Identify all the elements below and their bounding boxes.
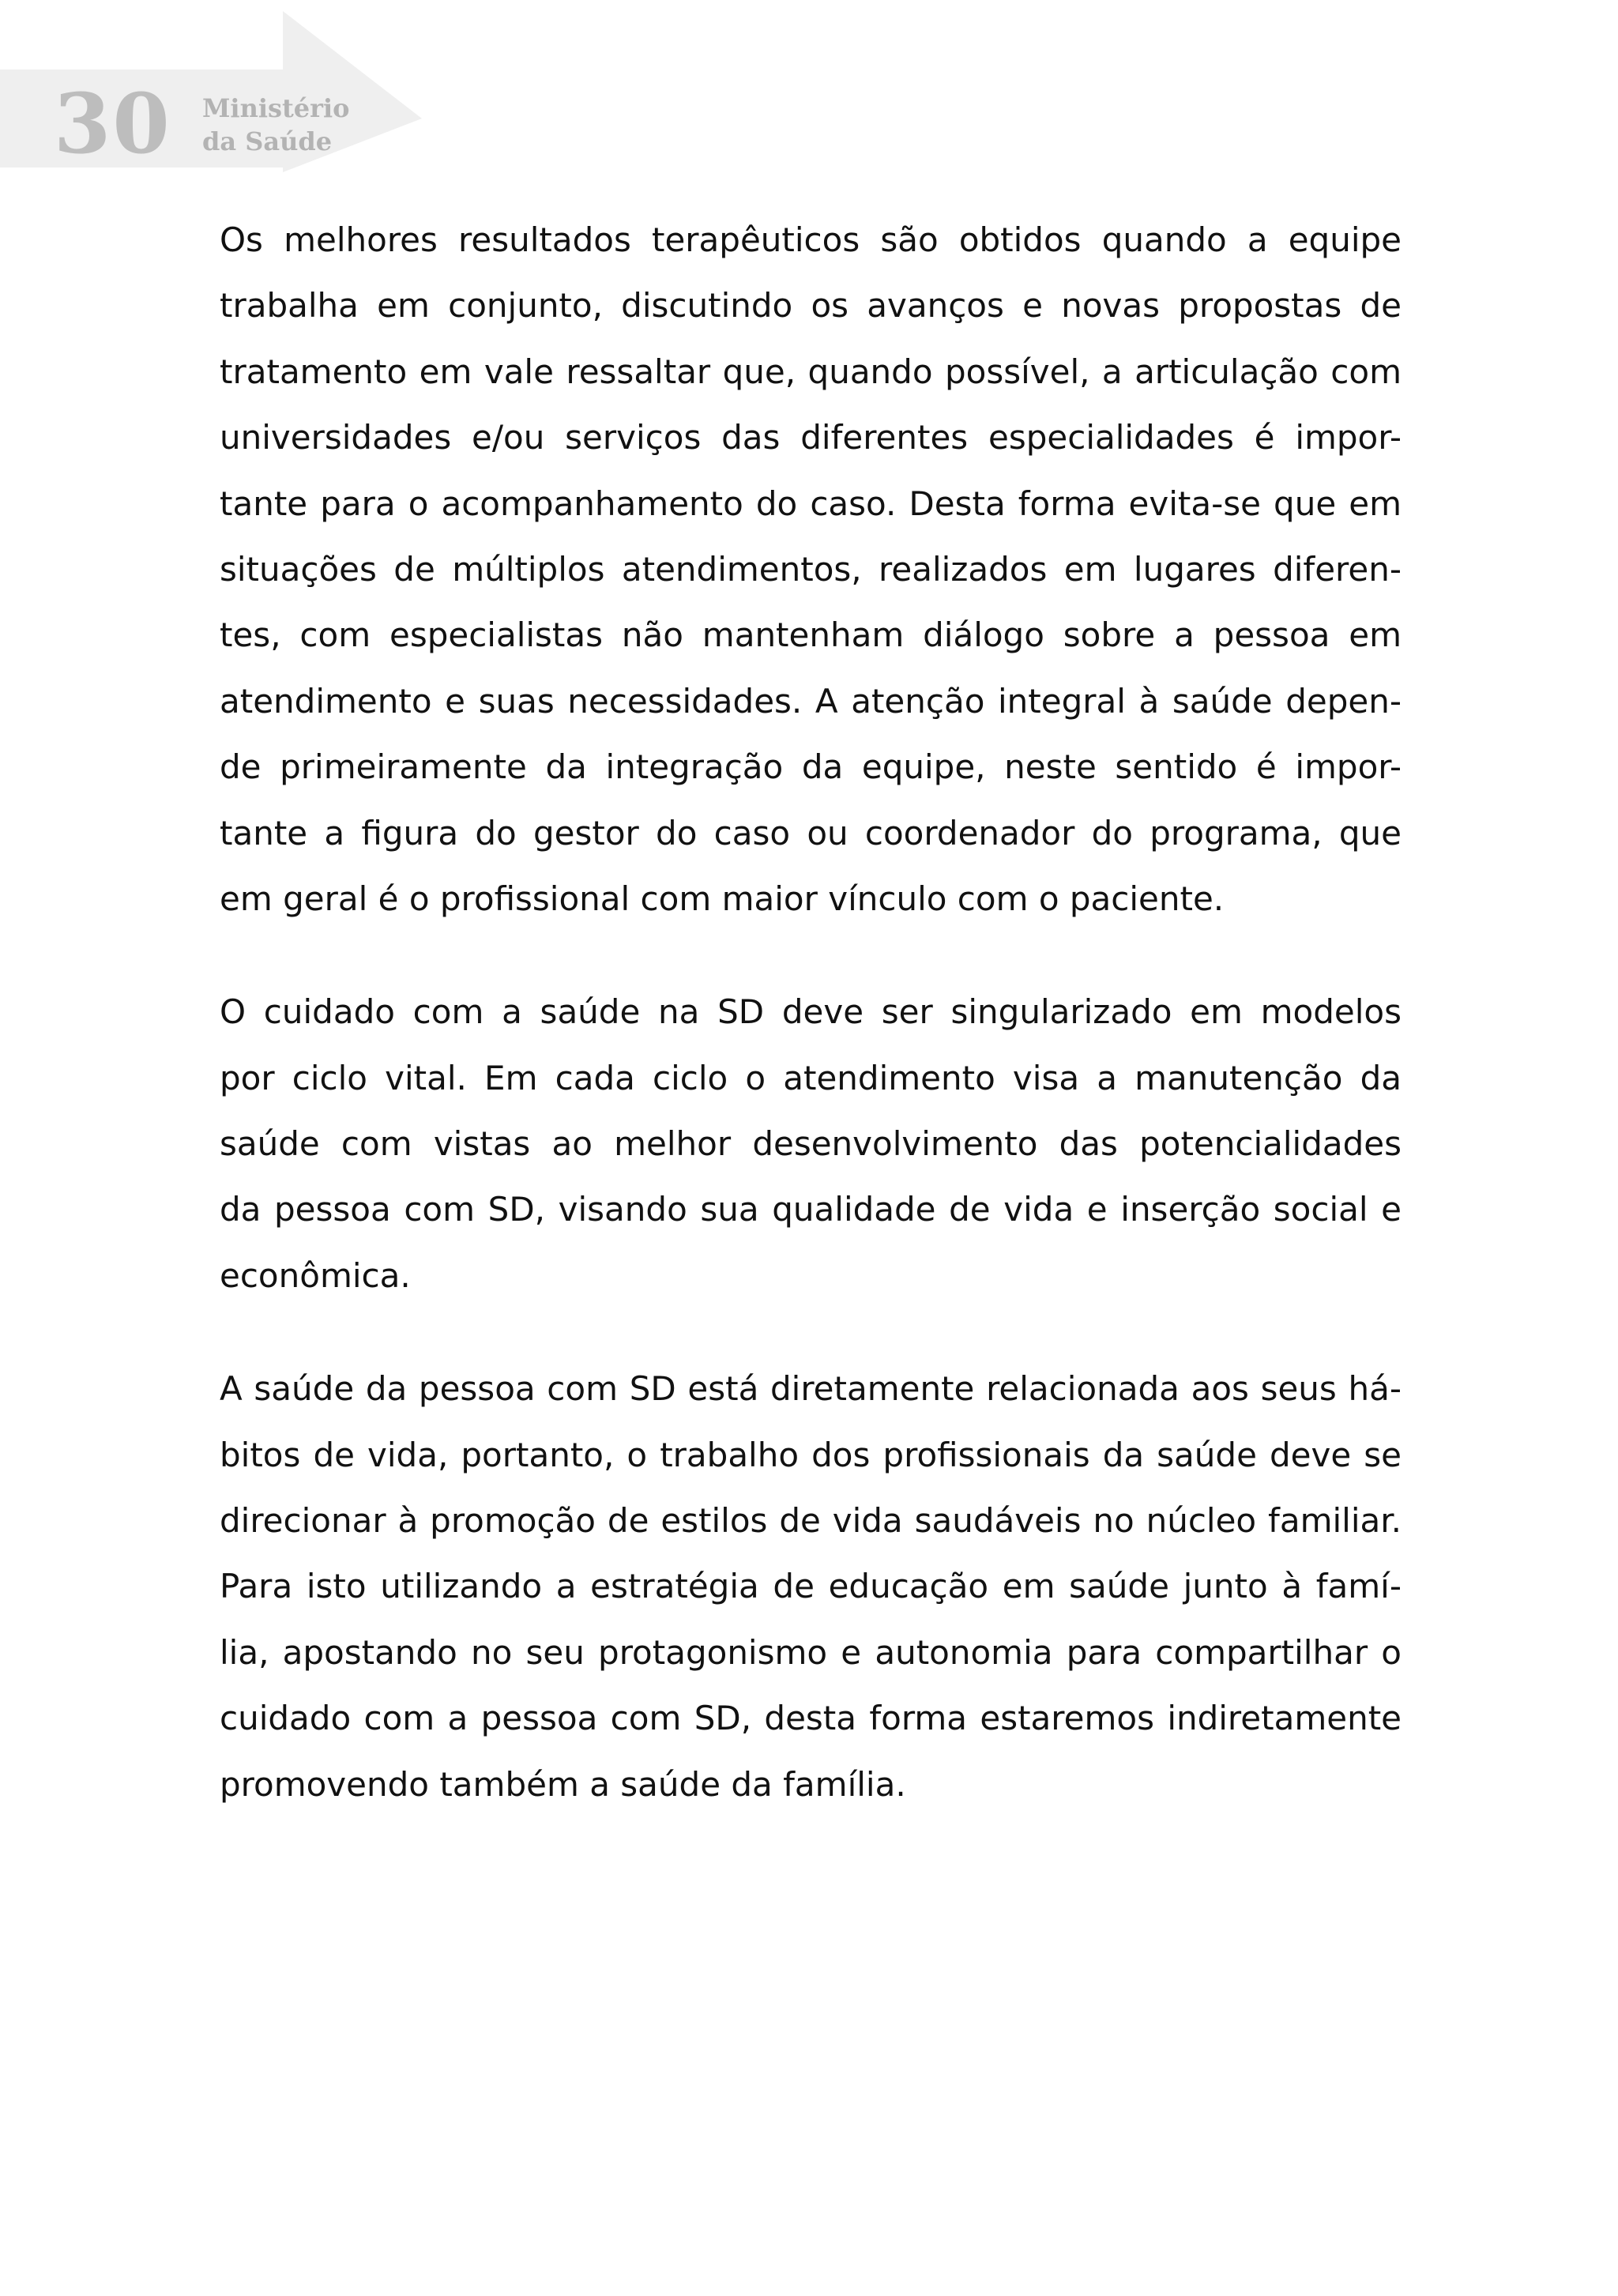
- text-line: A saúde da pessoa com SD está diretamente relacionada aos seus há-: [220, 1369, 1402, 1409]
- ministry-line-2: da Saúde: [202, 126, 333, 156]
- body-text: [220, 207, 1402, 1817]
- text-line: saúde com vistas ao melhor desenvolvimento das potencialidades: [220, 1124, 1402, 1164]
- paragraph-2: [220, 979, 1402, 1308]
- text-line: direcionar à promoção de estilos de vida saudáveis no núcleo familiar.: [220, 1501, 1402, 1541]
- text-line: de primeiramente da integração da equipe, neste sentido é impor-: [220, 747, 1402, 787]
- text-line: por ciclo vital. Em cada ciclo o atendimento visa a manutenção da: [220, 1058, 1402, 1097]
- paragraph-3: [220, 1356, 1402, 1817]
- text-line: atendimento e suas necessidades. A atenção integral à saúde depen-: [220, 681, 1402, 721]
- text-line: lia, apostando no seu protagonismo e autonomia para compartilhar o: [220, 1632, 1402, 1672]
- text-line: situações de múltiplos atendimentos, realizados em lugares diferen-: [220, 549, 1402, 589]
- text-line: tante para o acompanhamento do caso. Desta forma evita-se que em: [220, 484, 1402, 523]
- page-header: [0, 0, 442, 190]
- page-number: 30: [54, 75, 171, 172]
- text-line: tratamento em vale ressaltar que, quando possível, a articulação com: [220, 352, 1402, 391]
- ministry-logo-text: [202, 92, 350, 158]
- paragraph-1: [220, 207, 1402, 932]
- text-line: universidades e/ou serviços das diferentes especialidades é impor-: [220, 418, 1402, 457]
- text-line: tante a figura do gestor do caso ou coordenador do programa, que: [220, 813, 1402, 853]
- text-line: bitos de vida, portanto, o trabalho dos profissionais da saúde deve se: [220, 1435, 1402, 1474]
- text-line: promovendo também a saúde da família.: [220, 1764, 906, 1804]
- text-line: em geral é o profissional com maior vínculo com o paciente.: [220, 879, 1225, 918]
- text-line: tes, com especialistas não mantenham diálogo sobre a pessoa em: [220, 615, 1402, 655]
- text-line: da pessoa com SD, visando sua qualidade de vida e inserção social e: [220, 1190, 1402, 1229]
- text-line: trabalha em conjunto, discutindo os avanços e novas propostas de: [220, 286, 1402, 326]
- text-line: Os melhores resultados terapêuticos são obtidos quando a equipe: [220, 220, 1402, 259]
- text-line: cuidado com a pessoa com SD, desta forma estaremos indiretamente: [220, 1699, 1402, 1738]
- text-line: Para isto utilizando a estratégia de educação em saúde junto à famí-: [220, 1567, 1402, 1606]
- text-line: econômica.: [220, 1255, 411, 1295]
- ministry-line-1: Ministério: [202, 93, 350, 123]
- paragraph-spacer: [220, 932, 1402, 979]
- paragraph-spacer: [220, 1308, 1402, 1356]
- text-line: O cuidado com a saúde na SD deve ser singularizado em modelos: [220, 992, 1402, 1032]
